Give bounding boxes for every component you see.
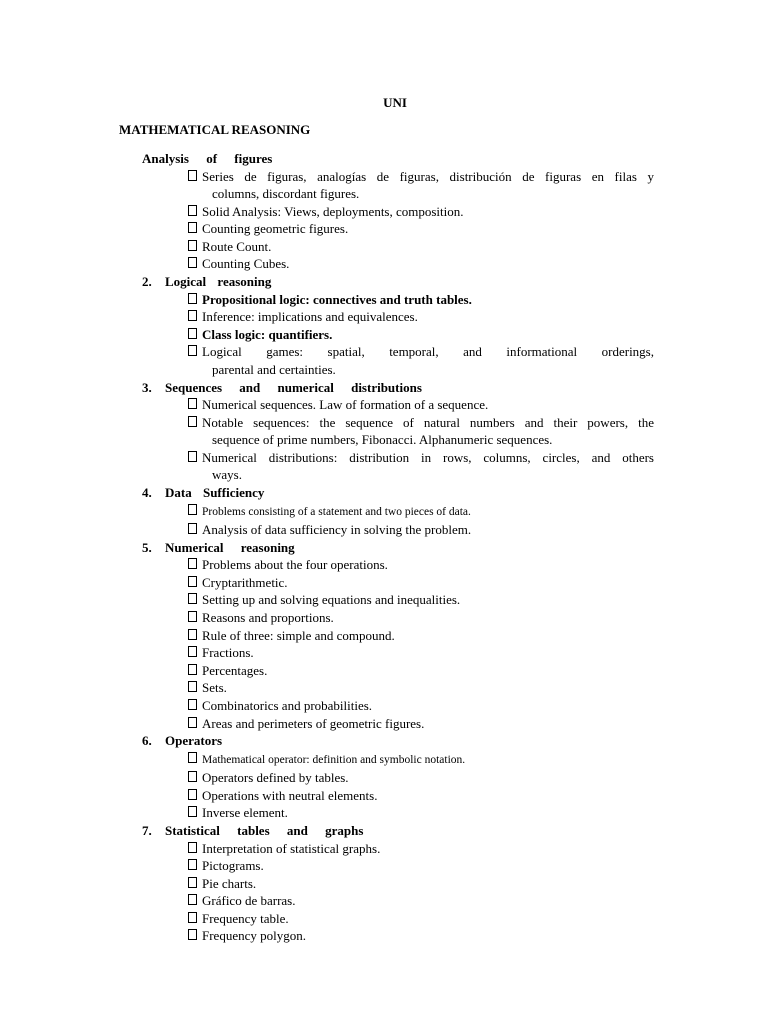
topic-item xyxy=(188,220,654,238)
topic-text-continued: columns, discordant figures. xyxy=(212,186,360,202)
topic-item xyxy=(188,644,654,662)
checkbox-bullet-icon xyxy=(188,255,200,273)
checkbox-bullet-icon xyxy=(188,609,200,627)
syllabus-section xyxy=(142,732,654,822)
section-title: Operators xyxy=(165,733,223,749)
topic-text: Interpretation of statistical graphs. xyxy=(202,840,381,856)
topic-text: Operators defined by tables. xyxy=(202,770,349,786)
topic-item xyxy=(188,892,654,910)
syllabus-section xyxy=(142,822,654,945)
checkbox-bullet-icon xyxy=(188,168,200,186)
checkbox-bullet-icon xyxy=(188,750,200,768)
syllabus-section xyxy=(142,484,654,539)
topic-item xyxy=(188,875,654,893)
checkbox-bullet-icon xyxy=(188,892,200,910)
topic-item xyxy=(188,521,654,539)
checkbox-bullet-icon xyxy=(188,396,200,414)
topic-text: Problems consisting of a statement and two pieces of data. xyxy=(202,505,471,518)
document-title: UNI xyxy=(383,95,407,110)
section-number: 2. xyxy=(142,274,152,290)
topic-text: Setting up and solving equations and inequalities. xyxy=(202,592,461,608)
topic-text: Frequency table. xyxy=(202,910,289,926)
topic-item xyxy=(188,787,654,805)
topic-item xyxy=(188,326,654,344)
checkbox-bullet-icon xyxy=(188,308,200,326)
topic-list xyxy=(142,168,654,274)
topic-item xyxy=(188,449,654,484)
topic-text: Percentages. xyxy=(202,662,268,678)
checkbox-bullet-icon xyxy=(188,502,200,520)
checkbox-bullet-icon xyxy=(188,627,200,645)
checkbox-bullet-icon xyxy=(188,574,200,592)
checkbox-bullet-icon xyxy=(188,326,200,344)
topic-item xyxy=(188,591,654,609)
section-heading xyxy=(142,822,654,840)
section-number: 5. xyxy=(142,539,152,555)
topic-text: Counting geometric figures. xyxy=(202,221,349,237)
topic-text: Series de figuras, analogías de figuras, distribución de figuras en filas y xyxy=(202,168,654,184)
topic-item xyxy=(188,308,654,326)
section-number: 7. xyxy=(142,823,152,838)
topic-text: Pie charts. xyxy=(202,875,257,891)
section-title: Analysis of figures xyxy=(142,151,273,166)
topic-text: Inverse element. xyxy=(202,805,288,821)
checkbox-bullet-icon xyxy=(188,591,200,609)
topic-text: Numerical sequences. Law of formation of a sequence. xyxy=(202,397,489,413)
section-number: 4. xyxy=(142,485,152,500)
topic-list xyxy=(142,291,654,379)
checkbox-bullet-icon xyxy=(188,343,200,361)
topic-item xyxy=(188,396,654,414)
subject-heading: MATHEMATICAL REASONING xyxy=(119,122,311,137)
checkbox-bullet-icon xyxy=(188,662,200,680)
checkbox-bullet-icon xyxy=(188,644,200,662)
section-number: 6. xyxy=(142,733,152,749)
topic-text: Solid Analysis: Views, deployments, composition. xyxy=(202,203,464,219)
section-heading xyxy=(142,379,654,397)
checkbox-bullet-icon xyxy=(188,291,200,309)
checkbox-bullet-icon xyxy=(188,220,200,238)
topic-text: Notable sequences: the sequence of natural numbers and their powers, the xyxy=(202,414,654,430)
section-title: Statistical tables and graphs xyxy=(165,823,364,838)
topic-text: Areas and perimeters of geometric figures. xyxy=(202,715,425,731)
topic-text: Fractions. xyxy=(202,645,254,661)
topic-text: Combinatorics and probabilities. xyxy=(202,697,373,713)
topic-item xyxy=(188,414,654,449)
topic-text: Numerical distributions: distribution in rows, columns, circles, and others xyxy=(202,449,654,465)
checkbox-bullet-icon xyxy=(188,910,200,928)
topic-item xyxy=(188,291,654,309)
topic-text: Logical games: spatial, temporal, and informational orderings, xyxy=(202,344,654,360)
checkbox-bullet-icon xyxy=(188,715,200,733)
checkbox-bullet-icon xyxy=(188,875,200,893)
topic-text: Analysis of data sufficiency in solving the problem. xyxy=(202,522,472,538)
topic-item xyxy=(188,203,654,221)
section-heading xyxy=(142,150,654,168)
topic-text-continued: ways. xyxy=(212,467,242,483)
checkbox-bullet-icon xyxy=(188,521,200,539)
section-heading xyxy=(142,273,654,291)
checkbox-bullet-icon xyxy=(188,238,200,256)
checkbox-bullet-icon xyxy=(188,769,200,787)
topic-text: Inference: implications and equivalences. xyxy=(202,309,418,325)
topic-list xyxy=(142,502,654,539)
topic-text: Route Count. xyxy=(202,238,272,254)
topic-text: Mathematical operator: definition and symbolic notation. xyxy=(202,753,466,766)
syllabus-section xyxy=(142,150,654,273)
section-heading xyxy=(142,539,654,557)
topic-item xyxy=(188,502,654,522)
topic-item xyxy=(188,556,654,574)
checkbox-bullet-icon xyxy=(188,414,200,432)
topic-item xyxy=(188,679,654,697)
checkbox-bullet-icon xyxy=(188,840,200,858)
section-title: Logical reasoning xyxy=(165,274,272,290)
topic-list xyxy=(142,840,654,946)
topic-text: Operations with neutral elements. xyxy=(202,787,378,803)
checkbox-bullet-icon xyxy=(188,449,200,467)
topic-item xyxy=(188,238,654,256)
checkbox-bullet-icon xyxy=(188,556,200,574)
topic-item xyxy=(188,927,654,945)
checkbox-bullet-icon xyxy=(188,203,200,221)
topic-text: Sets. xyxy=(202,680,227,696)
topic-item xyxy=(188,715,654,733)
topic-item xyxy=(188,168,654,203)
checkbox-bullet-icon xyxy=(188,804,200,822)
topic-text: Counting Cubes. xyxy=(202,256,290,272)
checkbox-bullet-icon xyxy=(188,679,200,697)
topic-text: Gráfico de barras. xyxy=(202,893,296,909)
checkbox-bullet-icon xyxy=(188,927,200,945)
topic-item xyxy=(188,840,654,858)
section-heading xyxy=(142,732,654,750)
topic-item xyxy=(188,574,654,592)
topic-list xyxy=(142,750,654,822)
syllabus-section xyxy=(142,539,654,732)
topic-list xyxy=(142,396,654,484)
topic-text: Frequency polygon. xyxy=(202,928,306,944)
syllabus-section xyxy=(142,273,654,378)
syllabus-section xyxy=(142,379,654,484)
checkbox-bullet-icon xyxy=(188,697,200,715)
topic-item xyxy=(188,857,654,875)
section-number: 3. xyxy=(142,379,152,395)
topic-item xyxy=(188,343,654,378)
topic-text: Rule of three: simple and compound. xyxy=(202,627,395,643)
section-title: Numerical reasoning xyxy=(165,539,295,555)
topic-text: Reasons and proportions. xyxy=(202,609,334,625)
section-title: Sequences and numerical distributions xyxy=(165,379,422,395)
topic-item xyxy=(188,910,654,928)
topic-text: Pictograms. xyxy=(202,858,264,874)
topic-item xyxy=(188,769,654,787)
topic-item xyxy=(188,255,654,273)
topic-list xyxy=(142,556,654,732)
topic-text: Propositional logic: connectives and truth tables. xyxy=(202,291,472,307)
topic-item xyxy=(188,609,654,627)
topic-text: Class logic: quantifiers. xyxy=(202,326,333,342)
checkbox-bullet-icon xyxy=(188,857,200,875)
topic-item xyxy=(188,697,654,715)
syllabus-sections xyxy=(142,150,654,945)
topic-item xyxy=(188,627,654,645)
topic-item xyxy=(188,750,654,770)
topic-item xyxy=(188,662,654,680)
topic-text-continued: parental and certainties. xyxy=(212,361,336,377)
section-title: Data Sufficiency xyxy=(165,485,265,500)
topic-text: Problems about the four operations. xyxy=(202,557,388,573)
section-heading xyxy=(142,484,654,502)
topic-text: Cryptarithmetic. xyxy=(202,574,288,590)
checkbox-bullet-icon xyxy=(188,787,200,805)
topic-text-continued: sequence of prime numbers, Fibonacci. Alphanumeric sequences. xyxy=(212,432,553,448)
topic-item xyxy=(188,804,654,822)
